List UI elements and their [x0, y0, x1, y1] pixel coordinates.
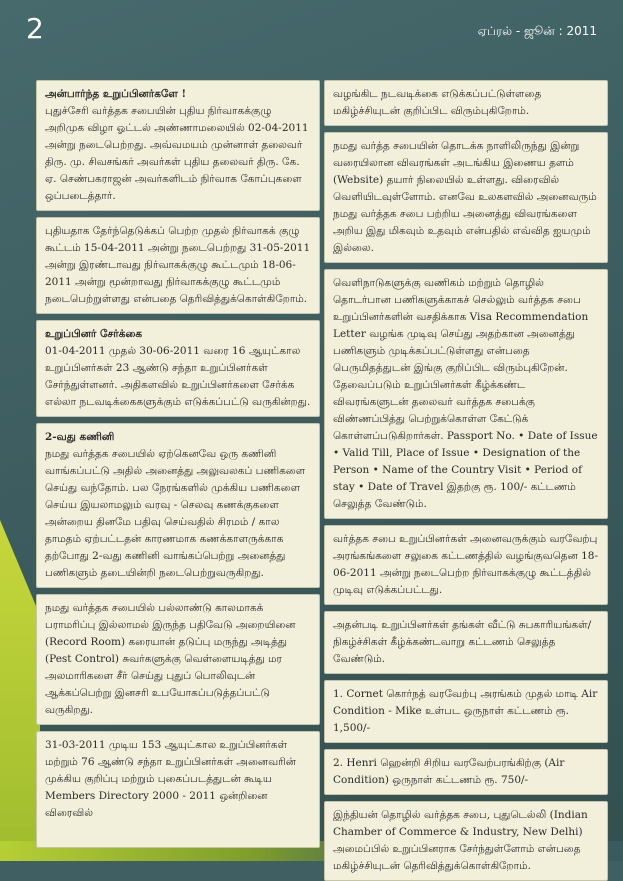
- article-content: [36, 80, 609, 872]
- section-heading: உறுப்பினர் சேர்க்கை: [45, 328, 143, 340]
- paragraph-meetings: [36, 217, 320, 314]
- paragraph-icci: [324, 801, 608, 881]
- paragraph-text: 1. Cornet கொர்நத் வரவேற்பு அரங்கம் முதல் மாடி Air Condition - Mike உள்பட ஒருநாள் கட்டணம் ரூ. 1,500/-: [333, 688, 598, 734]
- page-number: 2: [26, 12, 44, 45]
- paragraph-computer: [36, 423, 320, 588]
- paragraph-visa: [324, 269, 608, 519]
- issue-date: ஏப்ரல் - ஜூன் : 2011: [477, 24, 597, 38]
- paragraph-text: வர்த்தக சபை உறுப்பினர்கள் அனைவருக்கும் வரவேற்பு அரங்கங்களை சலுகை கட்டணத்தில் வழங்குவதென 18-06-2011 அன்று நடைபெற்ற நிர்வாகக்குழு கூட்டத்தில் முடிவு எடுக்கப்பட்டது.: [333, 533, 599, 596]
- paragraph-directory: [36, 731, 320, 848]
- paragraph-text: நமது வர்த்தக சபையில் ஏற்கெனவே ஒரு கணினி வாங்கப்பட்டு அதில் அனைத்து அலுவலகப் பணிகளை செய்து வந்தோம். பல நேரங்களில் முக்கிய பணிகளை செய்ய இயலாமலும் வரவு - செலவு கணக்குகளை அன்றைய தினமே பதிவு செய்வதில் சிரமம் / கால தாமதம் ஏற்பட்டதன் காரணமாக கணக்காளருக்காக தற்போது 2-வது கணினி வாங்கப்பெற்று அனைத்து பணிகளும் தடையின்றி நடைபெற்றுவருகிறது.: [45, 448, 306, 579]
- paragraph-membership: [36, 320, 320, 417]
- paragraph-website: [324, 132, 608, 263]
- paragraph-text: 2. Henri ஹென்றி சிறிய வரவேற்பரங்கிற்கு (Air Condition) ஒருநாள் கட்டணம் ரூ. 750/-: [333, 757, 565, 786]
- paragraph-greeting: [36, 80, 320, 211]
- paragraph-text: நமது வர்த்தக சபையில் பல்லாண்டு காலமாகக் பராமரிப்பு இல்லாமல் இருந்த பதிவேடு அறையினை (Record Room) கரையான் தடுப்பு மருந்து அடித்து (Pest Control) சுவர்களுக்கு வெள்ளையடித்து மர அலமாரிகளை சீர் செய்து புதுப் பொலிவுடன் ஆக்கப்பெற்று இனசரி உபயோகப்படுத்தப்பட்டு வருகிறது.: [45, 602, 296, 716]
- paragraph-text: 31-03-2011 முடிய 153 ஆயுட்கால உறுப்பினர்கள் மற்றும் 76 ஆண்டு சந்தா உறுப்பினர்கள் அனைவரின் முக்கிய குறிப்பு மற்றும் புகைப்படத்துடன் கூடிய Members Directory 2000 - 2011 ஒன்றினை விரைவில்: [45, 739, 296, 819]
- paragraph-cornet: [324, 680, 608, 743]
- paragraph-text: இந்தியன் தொழில் வர்த்தக சபை, புதுடெல்லி (Indian Chamber of Commerce & Industry, New Delhi) அமைப்பில் உறுப்பினராக சேர்ந்துள்ளோம் என்பதை மகிழ்ச்சியுடன் தெரிவித்துக்கொள்கிறோம்.: [333, 809, 588, 872]
- paragraph-henri: [324, 749, 608, 795]
- paragraph-record-room: [36, 594, 320, 725]
- paragraph-text: 01-04-2011 முதல் 30-06-2011 வரை 16 ஆயுட்கால உறுப்பினர்கள் 23 ஆண்டு சந்தா உறுப்பினர்கள் சேர்ந்துள்ளனர். அதிகளவில் உறுப்பினர்களை சேர்க்க எல்லா நடவடிக்கைகளுக்கும் எடுக்கப்பட்டு வருகின்றது.: [45, 345, 311, 408]
- right-column: [324, 80, 608, 872]
- paragraph-text: புதியதாக தேர்ந்தெடுக்கப் பெற்ற முதல் நிர்வாகக் குழு கூட்டம் 15-04-2011 அன்று நடைபெற்றது 31-05-2011 அன்று இரண்டாவது நிர்வாகக்குழு கூட்டமும் 18-06-2011 அன்று மூன்றாவது நிர்வாகக்குழு கூட்டமும் நடைபெற்றுள்ளது என்பதை தெரிவித்துக்கொள்கிறோம்.: [45, 225, 311, 305]
- paragraph-text: புதுச்சேரி வர்த்தக சபையின் புதிய நிர்வாகக்குழு அறிமுக விழா ஓட்டல் அண்ணாமலையில் 02-04-2011 அன்று நடைபெற்றது. அவ்வமயம் முன்னாள் தலைவர் திரு. மு. சிவசங்கர் அவர்கள் புதிய தலைவர் திரு. கே. ஏ. செண்பகராஜன் அவர்களிடம் நிர்வாக கோப்புகளை ஒப்படைத்தார்.: [45, 105, 309, 202]
- paragraph-text: வெளிநாடுகளுக்கு வணிகம் மற்றும் தொழில் தொடர்பான பணிகளுக்காகச் செல்லும் வர்த்தக சபை உறுப்பினர்களின் வசதிக்காக Visa Recommendation Letter வழங்க முடிவு செய்து அதற்கான அனைத்து பணிகளும் முடிக்கப்பட்டுள்ளது என்பதை பெருமிதத்துடன் இங்கு குறிப்பிட விரும்புகிறேன். தேவைப்படும் உறுப்பினர்கள் கீழ்க்கண்ட விவரங்களுடன் தலைவர் வர்த்தக சபைக்கு விண்ணப்பித்து பெற்றுக்கொள்ள கேட்டுக் கொள்ளப்படுகிறார்கள். Passport No. • Date of Issue • Valid Till, Place of Issue • Designation of the Person • Name of the Country Visit • Period of stay • Date of Travel இதற்கு ரூ. 100/- கட்டணம் செலுத்த வேண்டும்.: [333, 277, 598, 510]
- paragraph-text: அதன்படி உறுப்பினர்கள் தங்கள் வீட்டு சுபகாரியங்கள்/ நிகழ்ச்சிகள் கீழ்க்கண்டவாறு கட்டணம் செலுத்த வேண்டும்.: [333, 619, 592, 665]
- section-heading: 2-வது கணினி: [45, 431, 115, 443]
- section-heading: அன்பார்ந்த உறுப்பினர்களே !: [45, 88, 187, 100]
- paragraph-directory-cont: [324, 80, 608, 126]
- left-column: [36, 80, 320, 848]
- paragraph-hall-info: [324, 611, 608, 674]
- paragraph-hall: [324, 525, 608, 605]
- paragraph-text: வழங்கிட நடவடிக்கை எடுக்கப்பட்டுள்ளதை மகிழ்ச்சியுடன் குறிப்பிட விரும்புகிறோம்.: [333, 88, 542, 117]
- paragraph-text: நமது வர்த்த சபையின் தொடக்க நாளிலிருந்து இன்று வரையிலான விவரங்கள் அடங்கிய இணைய தளம் (Website) தயார் நிலையில் உள்ளது. விரைவில் வெளியிடவுள்ளோம். எனவே உலகளவில் அனைவரும் நமது வர்த்தக சபை பற்றிய அனைத்து விவரங்களை அறிய இது மிகவும் உதவும் என்பதில் எவ்வித ஐயமும் இல்லை.: [333, 140, 597, 254]
